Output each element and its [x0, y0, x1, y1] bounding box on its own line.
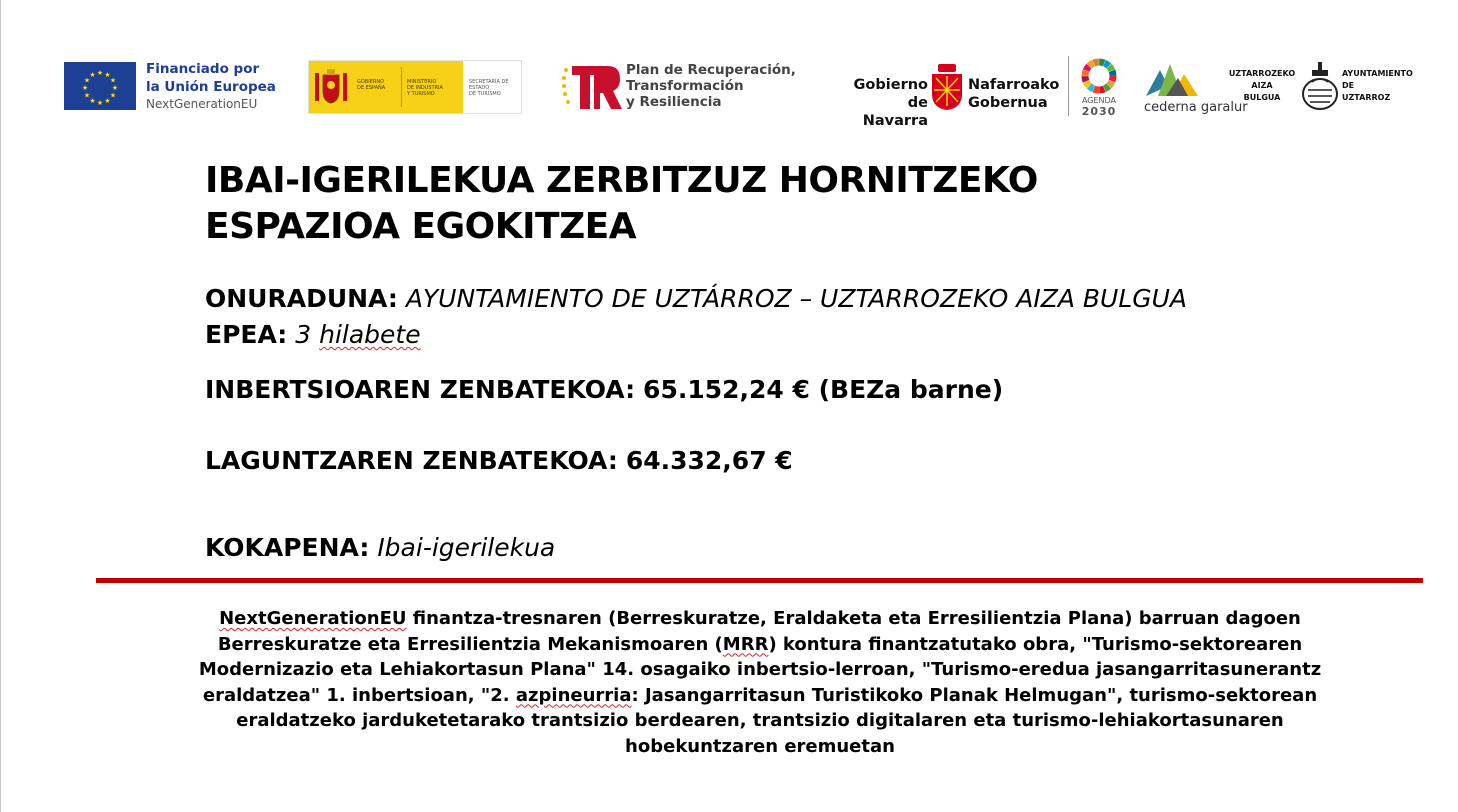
beneficiary-value: AYUNTAMIENTO DE UZTÁRROZ – UZTARROZEKO AIZA BULGUA [405, 284, 1188, 313]
footer-line6: hobekuntzaren eremuetan [625, 735, 895, 757]
location-row [205, 533, 555, 562]
spain-gov-line2: DE ESPAÑA [357, 85, 386, 91]
investment-label: INBERTSIOAREN ZENBATEKOA: [205, 375, 636, 404]
footer-line1 [160, 606, 1360, 632]
spain-secretaria-line1: SECRETARÍA DE ESTADO [469, 79, 509, 91]
spain-secretaria-label [469, 79, 521, 97]
footer-line2 [160, 632, 1360, 658]
spain-secretaria-line2: DE TURISMO [469, 91, 501, 97]
navarra-left-line1: Gobierno [853, 77, 928, 93]
footer-line4-pre: eraldatzea" 1. inbertsioan, "2. [202, 684, 516, 706]
uztarroz-basque-name [1228, 68, 1296, 104]
eu-flag-icon [64, 62, 136, 110]
logo-strip [0, 56, 1458, 129]
term-number: 3 [295, 320, 312, 349]
agenda-label: AGENDA [1081, 96, 1117, 105]
footer-azpineurria-word: azpineurria [515, 684, 632, 706]
spain-government-logo [308, 60, 522, 114]
term-unit: hilabete [319, 320, 421, 349]
spain-ministry-line2: DE INDUSTRIA [407, 85, 443, 91]
svg-text:★: ★ [83, 76, 91, 85]
uztar-left-line3: BULGUA [1243, 93, 1281, 102]
svg-text:★: ★ [96, 69, 104, 77]
document-title [205, 158, 1325, 250]
spain-gov-line1: GOBIERNO [357, 79, 385, 85]
agenda-2030-wheel-icon [1076, 56, 1122, 96]
beneficiary-label: ONURADUNA: [205, 284, 398, 313]
spain-ministry-line1: MINISTERIO [407, 79, 437, 85]
cederna-text: cederna garalur [1144, 100, 1248, 115]
spain-gov-label [357, 79, 385, 91]
spain-coat-of-arms-icon [313, 67, 349, 107]
cederna-mountains-icon [1144, 60, 1204, 98]
plan-recuperacion-logo-icon [560, 60, 624, 112]
eu-line2: la Unión Europea [146, 79, 276, 95]
aid-row [205, 446, 793, 475]
svg-text:★: ★ [109, 91, 117, 100]
agenda-2030-logo [1076, 56, 1122, 118]
red-divider [96, 578, 1423, 583]
footer-line5: eraldatzeko jarduketetarako trantsizio berdearen, trantsizio digitalaren eta turismo-lehiakortasunaren [236, 710, 1284, 731]
agenda-year: 2030 [1081, 105, 1117, 118]
beneficiary-row [205, 284, 1187, 313]
svg-text:★: ★ [89, 97, 96, 105]
svg-text:★: ★ [81, 84, 89, 92]
uztar-right-line1: AYUNTAMIENTO [1342, 69, 1413, 78]
aid-value: 64.332,67 € [625, 446, 793, 475]
svg-text:★: ★ [111, 84, 119, 92]
navarra-left-line2: de Navarra [862, 95, 928, 129]
location-value: Ibai-igerilekua [377, 533, 556, 562]
svg-text:★: ★ [96, 99, 104, 107]
footer-mrr-word: MRR [722, 633, 769, 655]
navarra-separator [1068, 56, 1069, 116]
aid-label: LAGUNTZAREN ZENBATEKOA: [205, 446, 618, 475]
navarra-spanish-name [838, 76, 928, 130]
footer-line4 [160, 683, 1360, 709]
plan-recuperacion-text [626, 62, 796, 110]
term-row [205, 320, 421, 349]
spain-ministry-line3: Y TURISMO [407, 91, 435, 97]
uztar-left-line2: AIZA [1251, 81, 1273, 90]
uztarroz-coat-of-arms-icon [1300, 60, 1340, 112]
footer-line1-rest: finantza-tresnaren (Berreskuratze, Eraldaketa eta Erresilientzia Plana) barruan dagoen [406, 608, 1301, 629]
title-line2: ESPAZIOA EGOKITZEA [205, 206, 637, 247]
plan-line2: Transformación [626, 78, 744, 94]
uztar-right-line2: DE [1342, 81, 1355, 90]
plan-line1: Plan de Recuperación, [626, 62, 796, 78]
svg-text:★: ★ [109, 76, 117, 85]
plan-line3: y Resiliencia [626, 94, 722, 110]
footer-line2-post: ) kontura finantzatutako obra, "Turismo-sektorearen [768, 633, 1303, 655]
eu-line1: Financiado por [146, 61, 260, 77]
investment-value: 65.152,24 € (BEZa barne) [643, 375, 1004, 404]
navarra-right-line2: Gobernua [968, 95, 1048, 111]
spain-divider [401, 67, 402, 107]
navarra-shield-icon [930, 62, 964, 112]
footer-line4-post: : Jasangarritasun Turistikoko Planak Helmugan", turismo-sektorean [631, 684, 1318, 706]
location-label: KOKAPENA: [205, 533, 370, 562]
footer-nextgen-word: NextGenerationEU [219, 608, 407, 629]
navarra-right-line1: Nafarroako [968, 77, 1060, 93]
spain-ministry-label [407, 79, 443, 97]
uztarroz-spanish-name [1342, 68, 1413, 104]
svg-text:★: ★ [104, 97, 111, 105]
uztar-left-line1: UZTARROZEKO [1228, 69, 1296, 78]
term-label: EPEA: [205, 320, 288, 349]
svg-text:★: ★ [104, 71, 111, 79]
eu-line3: NextGenerationEU [146, 97, 258, 111]
investment-row [205, 375, 1003, 404]
eu-funding-text [146, 60, 276, 113]
footer-line3: Modernizazio eta Lehiakortasun Plana" 14. osagaiko inbertsio-lerroan, "Turismo-eredua jasangarritasunerantz [198, 659, 1322, 680]
uztar-right-line3: UZTARROZ [1342, 93, 1391, 102]
page-left-border [0, 0, 1, 812]
svg-text:★: ★ [83, 91, 91, 100]
footer-line2-pre: Berreskuratze eta Erresilientzia Mekanismoaren ( [217, 633, 723, 655]
title-line1: IBAI-IGERILEKUA ZERBITZUZ HORNITZEKO [205, 160, 1038, 201]
funding-disclaimer [160, 606, 1360, 759]
svg-text:★: ★ [89, 71, 96, 79]
navarra-basque-name [968, 76, 1059, 112]
